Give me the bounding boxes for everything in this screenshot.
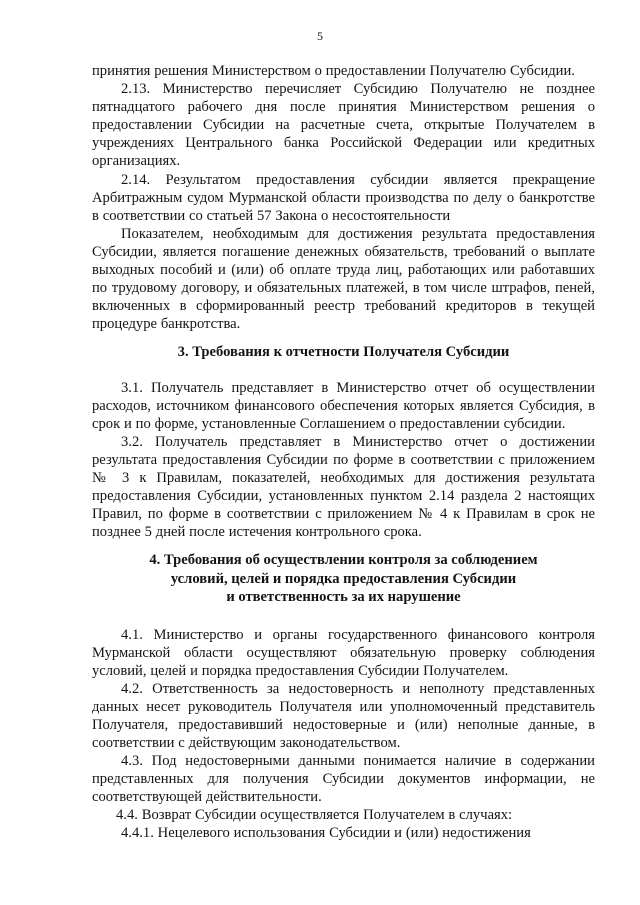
section-4-heading-line-3: и ответственность за их нарушение: [226, 589, 461, 605]
paragraph-4-4: 4.4. Возврат Субсидии осуществляется Получателем в случаях:: [116, 807, 513, 823]
paragraph-4-1: 4.1. Министерство и органы государственного финансового контроля Мурманской области осуществляют обязательную проверку соблюдения условий, целей и порядка предоставления Субсидии Получателем.: [92, 627, 595, 680]
section-4-heading-line-1: 4. Требования об осуществлении контроля за соблюдением: [149, 552, 538, 568]
paragraph-4-4-1: 4.4.1. Нецелевого использования Субсидии и (или) недостижения: [121, 825, 531, 841]
paragraph-2-14: 2.14. Результатом предоставления субсидии является прекращение Арбитражным судом Мурманской области производства по делу о банкротстве в соответствии со статьей 57 Закона о несостоятельности: [92, 172, 595, 225]
section-4-heading-line-2: условий, целей и порядка предоставления Субсидии: [170, 570, 517, 587]
paragraph-4-2: 4.2. Ответственность за недостоверность и неполноту представленных данных несет руководитель Получателя или уполномоченный представитель Получателя, предоставивший недостоверные и (или) неполные данные, в соответствии с действующим законодательством.: [92, 681, 595, 752]
paragraph-4-3: 4.3. Под недостоверными данными понимается наличие в содержании представленных для получения Субсидии документов информации, не соответствующей действительности.: [92, 753, 595, 806]
section-4-heading: [92, 551, 595, 607]
paragraph-2-13: 2.13. Министерство перечисляет Субсидию Получателю не позднее пятнадцатого рабочего дня после принятия Министерством решения о предоставлении Субсидии на расчетные счета, открытые Получателем в учреждениях Центрального банка Российской Федерации или кредитных организациях.: [92, 81, 595, 170]
section-3-heading: 3. Требования к отчетности Получателя Субсидии: [177, 344, 510, 360]
paragraph-3-2: 3.2. Получатель представляет в Министерство отчет о достижении результата предоставления Субсидии по форме в соответствии с приложением № 3 к Правилам, показателей, необходимых для достижения результата предоставления Субсидии, установленных пунктом 2.14 раздела 2 настоящих Правил, по форме в соответствии с приложением № 4 к Правилам в срок не позднее 5 дней после истечения контрольного срока.: [92, 434, 595, 541]
paragraph-continuation: принятия решения Министерством о предоставлении Получателю Субсидии.: [92, 63, 575, 79]
page-number: 5: [317, 29, 323, 43]
paragraph-indicator: Показателем, необходимым для достижения результата предоставления Субсидии, является погашение денежных обязательств, требований о выплате выходных пособий и (или) об оплате труда лиц, работающих или работавших по трудовому договору, и обязательных платежей, в том числе штрафов, пеней, включенных в сформированный реестр требований кредиторов в текущей процедуре банкротства.: [92, 226, 595, 333]
paragraph-3-1: 3.1. Получатель представляет в Министерство отчет об осуществлении расходов, источником финансового обеспечения которых является Субсидия, в срок и по форме, установленные Соглашением о предоставлении субсидии.: [92, 380, 595, 433]
